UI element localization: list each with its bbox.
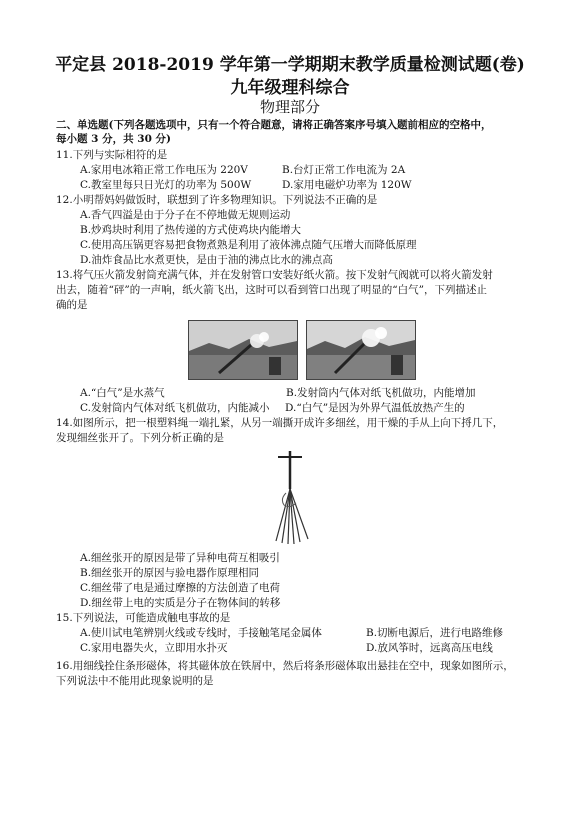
q12-stem: 12.小明帮妈妈做饭时，联想到了许多物理知识。下列说法不正确的是 [56, 194, 378, 206]
exam-title: 平定县 2018-2019 学年第一学期期末教学质量检测试题(卷) [55, 55, 525, 75]
q15-option-a: A.使川试电笔辨别火线或专线时，手接触笔尾金属体 [80, 627, 322, 639]
q11-option-b: B.台灯正常工作电流为 2A [282, 164, 406, 176]
section-heading-line2: 每小题 3 分，共 30 分) [56, 133, 172, 145]
q14-option-c: C.细丝带了电是通过摩擦的方法创造了电荷 [80, 582, 280, 594]
q15-option-b: B.切断电源后，进行电路维修 [366, 627, 504, 639]
q13-stem-line2: 出去，随着“砰”的一声响，纸火箭飞出，这时可以看到管口出现了明显的“白气”，下列描述止 [56, 284, 487, 296]
q16-stem-line2: 下列说法中不能用此现象说明的是 [56, 675, 214, 687]
q15-option-c: C.家用电器失火，立即用水扑灭 [80, 642, 228, 654]
q14-stem-line2: 发现细丝张开了。下列分析正确的是 [56, 432, 224, 444]
q14-stem-line1: 14.如图所示，把一根塑料绳一端扎紧，从另一端撕开成许多细丝，用干燥的手从上向下捋几下， [56, 417, 504, 429]
part-title: 物理部分 [259, 98, 320, 116]
rocket-launch-photo-left [188, 320, 298, 380]
plastic-string-figure [268, 449, 318, 545]
q13-stem-line1: 13.将气压火箭发射筒充满气体，并在发射管口安装好纸火箭。按下发射气阀就可以将火箭发射 [56, 269, 493, 281]
q13-option-a: A.“白气”是水蒸气 [80, 387, 165, 399]
q11-option-d: D.家用电磁炉功率为 120W [282, 179, 412, 191]
q12-option-d: D.油炸食品比水煮更快，是由于油的沸点比水的沸点高 [80, 254, 333, 266]
q14-option-d: D.细丝带上电的实质是分子在物体间的转移 [80, 597, 281, 609]
q14-option-b: B.细丝张开的原因与验电器作原理相同 [80, 567, 260, 579]
q12-option-b: B.炒鸡块时利用了热传递的方式使鸡块内能增大 [80, 224, 302, 236]
q11-stem: 11.下列与实际相符的是 [56, 149, 168, 161]
q12-option-c: C.使用高压锅更容易把食物煮熟是利用了液体沸点随气压增大而降低原理 [80, 239, 417, 251]
rocket-launch-photo-right [306, 320, 416, 380]
q14-option-a: A.细丝张开的原因是带了异种电荷互相吸引 [80, 552, 280, 564]
section-heading-line1: 二、单选题(下列各题选项中，只有一个符合题意，请将正确答案序号填入题前相应的空格中， [56, 119, 492, 131]
q11-option-c: C.教室里每只日光灯的功率为 500W [80, 179, 252, 191]
q11-option-a: A.家用电冰箱正常工作电压为 220V [80, 164, 248, 176]
q12-option-a: A.香气四溢是由于分子在不停地做无规则运动 [80, 209, 291, 221]
q16-stem-line1: 16.用细线拴住条形磁体，将其磁体放在铁屑中，然后将条形磁体取出悬挂在空中，现象如图所示， [56, 660, 514, 672]
q13-option-c: C.发射筒内气体对纸飞机做功，内能减小 [80, 402, 270, 414]
q13-option-b: B.发射筒内气体对纸飞机做功，内能增加 [286, 387, 476, 399]
q13-option-d: D.“白气”是因为外界气温低放热产生的 [285, 402, 465, 414]
q15-option-d: D.放风筝时，远离高压电线 [366, 642, 493, 654]
grade-subject-title: 九年级理科综合 [230, 78, 350, 98]
q13-stem-line3: 确的是 [56, 299, 88, 311]
q15-stem: 15.下列说法，可能造成触电事故的是 [56, 612, 231, 624]
